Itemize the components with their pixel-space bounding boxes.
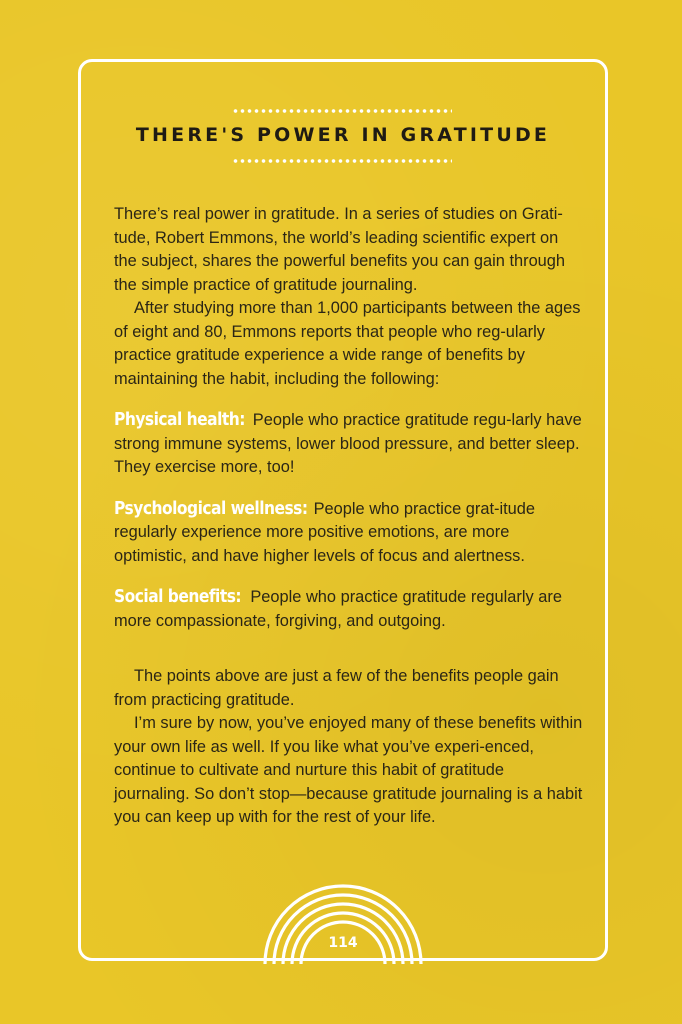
benefit-physical-health	[114, 408, 584, 480]
page-title: THERE'S POWER IN GRATITUDE	[135, 124, 551, 146]
closing-paragraph-1: The points above are just a few of the benefits people gain from practicing gratitude.	[114, 667, 559, 709]
benefit-text: People who practice gratitude regu-larly have strong immune systems, lower blood pressure, and better sleep. They exercise more, too!	[114, 411, 582, 476]
benefit-text: People who practice gratitude regularly are more compassionate, forgiving, and outgoing.	[114, 588, 562, 630]
benefit-label: Social benefits:	[114, 586, 242, 607]
benefit-text: People who practice grat-itude regularly experience more positive emotions, are more optimistic, and have higher levels of focus and alertness.	[114, 499, 536, 565]
page-number: 114	[328, 935, 358, 951]
benefit-psychological-wellness	[114, 497, 584, 569]
benefit-label: Psychological wellness:	[114, 497, 308, 519]
title-dotted-rule-top	[232, 109, 452, 113]
closing-paragraph-2: I’m sure by now, you’ve enjoyed many of these benefits within your own life as well. If you like what you’ve experi-enced, continue to cultivate and nurture this habit of gratitude journaling. So don’t stop—because gratitude journaling is a habit you can keep up with for the rest of your life.	[114, 714, 583, 826]
sunburst-arch-icon	[262, 880, 424, 964]
title-dotted-rule-bottom	[232, 159, 452, 163]
benefit-label: Physical health:	[114, 409, 245, 430]
study-paragraph: After studying more than 1,000 participants between the ages of eight and 80, Emmons reports that people who reg-ularly practice gratitude experience a wide range of benefits by maintaining the habit, including the following:	[114, 299, 581, 388]
intro-paragraph: There’s real power in gratitude. In a series of studies on Grati-tude, Robert Emmons, the world’s leading scientific expert on the subject, shares the powerful benefits you can gain through the simple practice of gratitude journaling.	[114, 205, 566, 294]
benefit-social-benefits	[114, 585, 584, 633]
body-text	[114, 203, 584, 830]
